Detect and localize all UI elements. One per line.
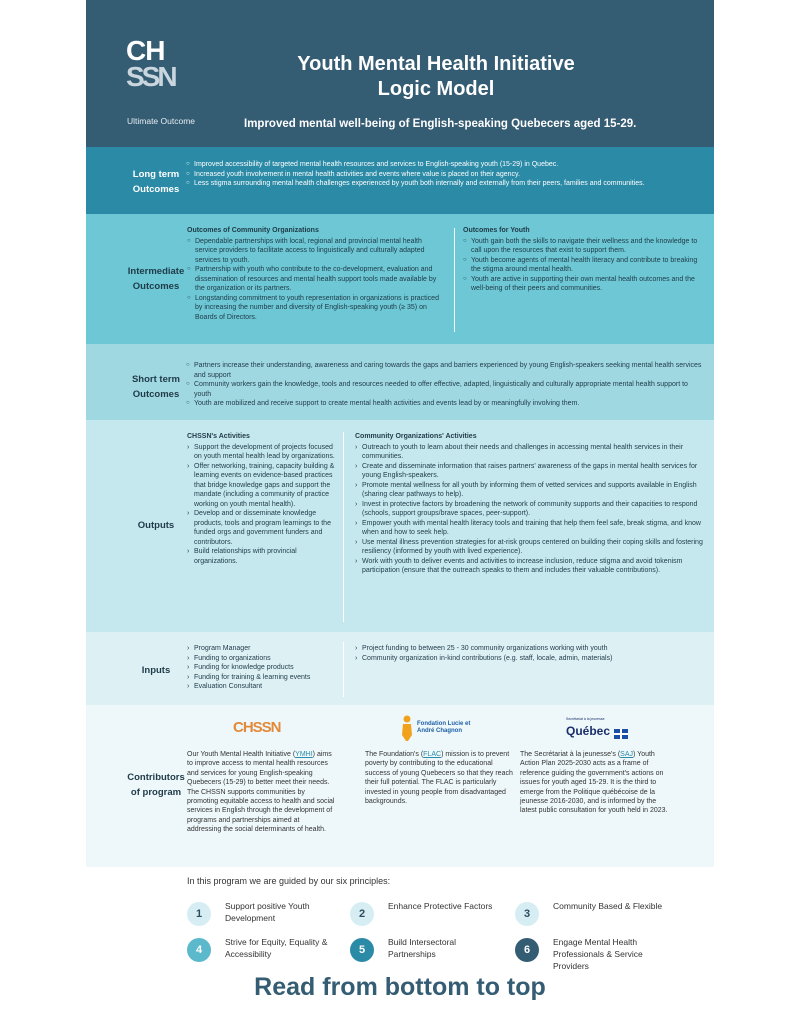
contributors-label: Contributors of program (127, 772, 185, 798)
principle-6 (515, 934, 675, 970)
saj-description: The Secrétariat à la jeunesse's ( (520, 751, 621, 758)
quebec-flag-icon (614, 729, 628, 739)
long-term-outcomes-band (86, 147, 714, 214)
short-term-list (186, 361, 706, 409)
page-title (236, 52, 636, 102)
list-item: ○ Longstanding commitment to youth representation in organizations is practiced by increasing the number and diversity of English-speaking youth (≥ 35) on Boards of Directors. (187, 294, 445, 323)
svg-text:SSN: SSN (126, 61, 175, 90)
column-divider (343, 432, 344, 622)
ultimate-outcome-text: Improved mental well-being of English-speaking Quebecers aged 15-29. (244, 118, 637, 130)
list-item: › Promote mental wellness for all youth by informing them of vetted services and supports available in English (sharing clear pathways to help). (355, 481, 707, 500)
column-divider (343, 642, 344, 697)
chssn-description: Our Youth Mental Health Initiative ( (187, 751, 296, 758)
principle-number: 5 (350, 938, 374, 962)
chssn-logo-small (187, 715, 335, 745)
list-item: ○ Youth gain both the skills to navigate their wellness and the knowledge to call upon the resources that exist to support them. (463, 237, 703, 256)
quebec-logo (520, 715, 668, 745)
column-heading: Community Organizations' Activities (355, 433, 477, 440)
saj-contributor (520, 715, 668, 816)
list-item: ○ Community workers gain the knowledge, tools and resources needed to offer effective, adapted, linguistically and culturally appropriate mental health support to youth (186, 380, 706, 399)
list-item: › Develop and or disseminate knowledge products, tools and program learnings to the funded orgs and government funders and contributors. (187, 509, 337, 547)
list-item: ○ Youth are mobilized and receive support to create mental health activities and events lead by or meaningfully involving them. (186, 399, 706, 409)
list-item: ○ Improved accessibility of targeted mental health resources and services to English-speaking youth (15-29) in Quebec. (186, 160, 706, 170)
flac-description-cont: ) mission is to prevent poverty by contributing to the educational success of young Quebecers so that they reach their full potential. The FLAC is particularly invested in young people from disadvantaged backgrounds. (365, 751, 513, 806)
principle-number: 3 (515, 902, 539, 926)
list-item: ○ Youth are active in supporting their own mental health outcomes and the well-being of their peers and communities. (463, 275, 703, 294)
list-item: ○ Youth become agents of mental health literacy and contribute to breaking the stigma around mental health. (463, 256, 703, 275)
outputs-band (86, 420, 714, 632)
list-item: ○ Partners increase their understanding, awareness and caring towards the gaps and barriers experienced by young English-speakers seeking mental health services and support (186, 361, 706, 380)
list-item: › Use mental illness prevention strategies for at-risk groups centered on building their coping skills and fostering resiliency (informed by youth with lived experience). (355, 538, 707, 557)
principle-3 (515, 898, 675, 934)
chssn-logo-text: CHSSN (233, 719, 281, 736)
long-term-label: Long term Outcomes (132, 169, 180, 195)
principle-number: 6 (515, 938, 539, 962)
flac-link[interactable]: FLAC (423, 751, 442, 758)
principle-1 (187, 898, 347, 934)
chssn-contributor (187, 715, 335, 835)
flac-figure-icon (401, 715, 413, 741)
inputs-band (86, 632, 714, 705)
logic-model-poster (86, 0, 714, 867)
principle-2 (350, 898, 510, 934)
ymhi-link[interactable]: YMHI (295, 751, 313, 758)
chssn-activities (187, 432, 337, 566)
ultimate-outcome-label: Ultimate Outcome (126, 116, 196, 126)
title-line-2: Logic Model (377, 78, 495, 100)
principle-text: Community Based & Flexible (553, 901, 663, 911)
list-item: ○ Increased youth involvement in mental health activities and events where value is placed on their agency. (186, 170, 706, 180)
intermediate-label: Intermediate Outcomes (127, 266, 185, 292)
short-term-label: Short term Outcomes (131, 374, 181, 400)
column-heading: Outcomes for Youth (463, 227, 530, 234)
column-heading: Outcomes of Community Organizations (187, 227, 319, 234)
saj-link[interactable]: SAJ (620, 751, 634, 758)
list-item: › Project funding to between 25 - 30 community organizations working with youth (355, 644, 655, 654)
svg-text:CH: CH (126, 35, 165, 66)
list-item: › Program Manager (187, 644, 337, 654)
inputs-label: Inputs (141, 665, 171, 676)
principle-number: 4 (187, 938, 211, 962)
list-item: ○ Partnership with youth who contribute to the co-development, evaluation and dissemination of resources and mental health support tools made available by the organization or its partners. (187, 265, 445, 294)
principles-intro: In this program we are guided by our six principles: (187, 876, 391, 886)
quebec-logo-text: Québec (566, 724, 611, 738)
contributors-band (86, 705, 714, 867)
list-item: › Build relationships with provincial organizations. (187, 547, 337, 566)
flac-description: The Foundation's ( (365, 751, 424, 758)
read-direction-footer: Read from bottom to top (254, 973, 546, 1001)
list-item: › Funding for training & learning events (187, 673, 337, 683)
long-term-list (186, 160, 706, 189)
principle-text: Build Intersectoral Partnerships (388, 937, 457, 959)
principle-text: Strive for Equity, Equality & Accessibility (225, 937, 328, 959)
principle-text: Enhance Protective Factors (388, 901, 493, 911)
youth-outcomes (463, 226, 703, 294)
list-item: › Work with youth to deliver events and activities to increase inclusion, reduce stigma and avoid tokenism participation (ensure that the outreach speaks to them and includes their valuable contributions). (355, 557, 707, 576)
title-line-1: Youth Mental Health Initiative (297, 53, 575, 75)
list-item: › Invest in protective factors by broadening the network of community supports and their capacities to respond (schools, support groups/brave spaces, peer-support). (355, 500, 707, 519)
flac-logo-text: Fondation Lucie et André Chagnon (417, 721, 471, 734)
list-item: ○ Less stigma surrounding mental health challenges experienced by youth both internally and externally from their peers, families and communities. (186, 179, 706, 189)
community-org-outcomes (187, 226, 445, 322)
list-item: › Create and disseminate information that raises partners' awareness of the gaps in mental health services for young English-speakers. (355, 462, 707, 481)
list-item: › Community organization in-kind contributions (e.g. staff, locale, admin, materials) (355, 654, 655, 664)
principle-number: 2 (350, 902, 374, 926)
principle-number: 1 (187, 902, 211, 926)
principle-4 (187, 934, 347, 970)
saj-description-cont: ) Youth Action Plan 2025-2030 acts as a frame of reference guiding the government's actions on issues for youth aged 15-29. It is the third to emerge from the Politique québécoise de la jeunesse 2016-2030, and is informed by the latest public consultation for youth held in 2023. (520, 751, 668, 815)
list-item: › Empower youth with mental health literacy tools and training that help them feel safe, break stigma, and know when and how to seek help. (355, 519, 707, 538)
list-item: › Outreach to youth to learn about their needs and challenges in accessing mental health services in their communities. (355, 443, 707, 462)
list-item: ○ Dependable partnerships with local, regional and provincial mental health service providers to facilitate access to linguistically and culturally adapted services to youth. (187, 237, 445, 266)
flac-logo (365, 715, 513, 745)
chssn-logo (122, 34, 192, 90)
principle-5 (350, 934, 510, 970)
community-org-activities (355, 432, 707, 576)
list-item: › Funding for knowledge products (187, 663, 337, 673)
list-item: › Support the development of projects focused on youth mental health lead by organizations. (187, 443, 337, 462)
intermediate-outcomes-band (86, 214, 714, 344)
community-inputs (355, 644, 655, 663)
column-heading: CHSSN's Activities (187, 433, 250, 440)
chssn-inputs (187, 644, 337, 692)
header (86, 0, 714, 147)
column-divider (454, 228, 455, 332)
chssn-description-cont: ) aims to improve access to mental health resources and services for young English-speaking Quebecers (15-29) to better meet their needs. The CHSSN supports communities by promoting equitable access to health and social services in English through the development of programs and partnerships aimed at addressing the social determinants of health. (187, 751, 335, 834)
list-item: › Offer networking, training, capacity building & learning events on evidence-based practices that bridge knowledge gaps and support the mandate (including a community of practice working on youth mental health). (187, 462, 337, 510)
list-item: › Funding to organizations (187, 654, 337, 664)
outputs-label: Outputs (137, 520, 175, 531)
principle-text: Support positive Youth Development (225, 901, 310, 923)
short-term-outcomes-band (86, 344, 714, 420)
saj-logo-small-text: Secrétariat à la jeunesse (566, 717, 605, 721)
flac-contributor (365, 715, 513, 806)
principle-text: Engage Mental Health Professionals & Service Providers (553, 937, 643, 971)
list-item: › Evaluation Consultant (187, 682, 337, 692)
